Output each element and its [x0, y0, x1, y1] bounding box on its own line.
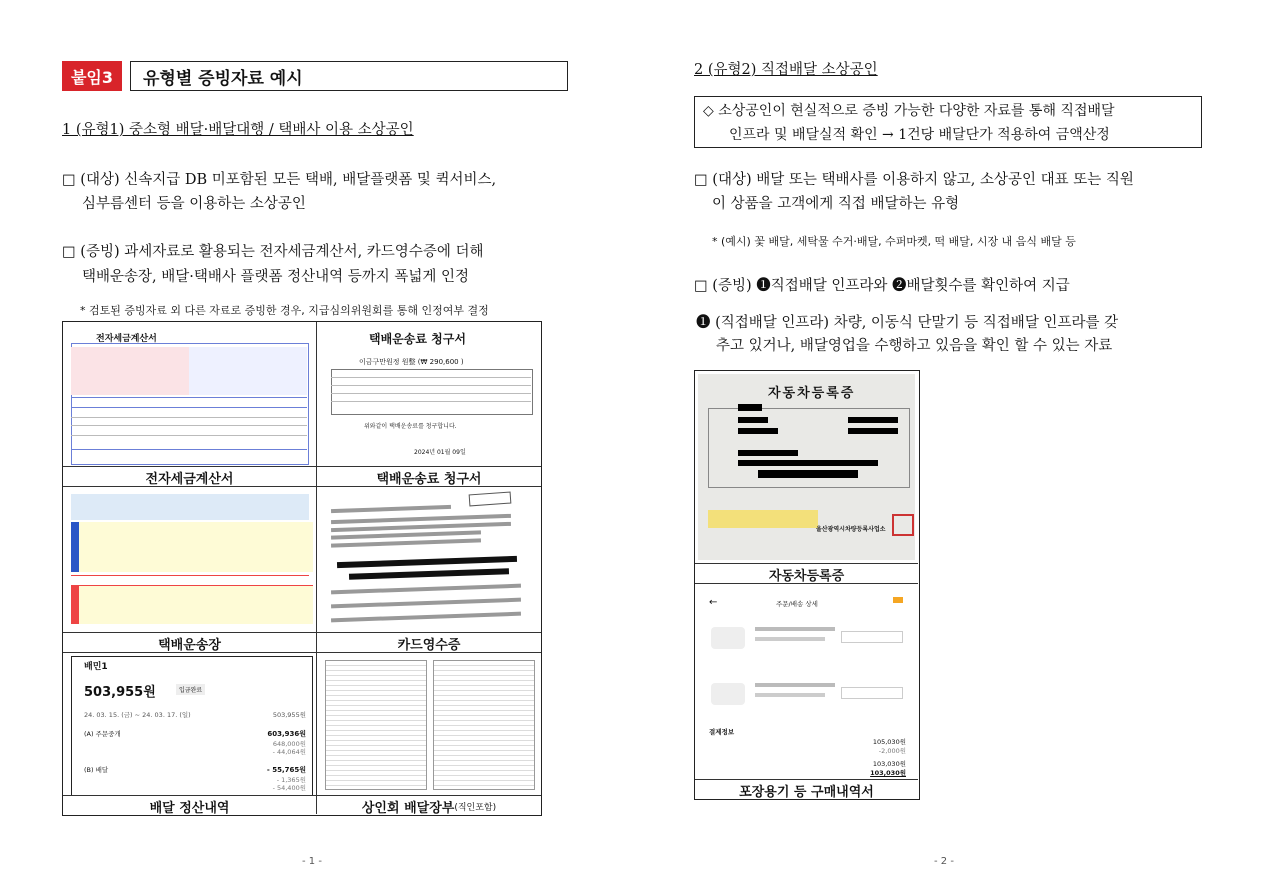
card-receipt-image — [319, 489, 540, 631]
packaging-purchase-image: ← 주문/배송 상세 결제정보 105,030원 -2,000원 103,030원 103,030원 — [701, 587, 912, 777]
caption-delivery-settlement: 배달 정산내역 — [63, 795, 316, 816]
merchant-ledger-image — [321, 656, 538, 794]
page-number-2: - 2 - — [934, 856, 954, 867]
target-line-2: 심부름센터 등을 이용하는 소상공인 — [82, 196, 306, 212]
vehicle-registration-image: 자동차등록증 울산광역시차량등록사업소 — [698, 374, 915, 560]
summary-line-2: 인프라 및 배달실적 확인 → 1건당 배달단가 적용하여 금액산정 — [729, 127, 1110, 143]
caption-card-receipt: 카드영수증 — [317, 632, 541, 653]
item1-line-2: 추고 있거나, 배달영업을 수행하고 있음을 확인 할 수 있는 자료 — [716, 338, 1113, 354]
section1-heading: 1 (유형1) 중소형 배달·배달대행 / 택배사 이용 소상공인 — [62, 122, 414, 138]
summary-box — [694, 96, 1202, 148]
delivery-bill-image: 택배운송료 청구서 이금구만원정 원整 (₩ 290,600 ) 위와같이 택배운송료를 청구합니다. 2024년 01월 09일 — [319, 325, 540, 465]
r-target-line-1: □ (대상) 배달 또는 택배사를 이용하지 않고, 소상공인 대표 또는 직원 — [694, 172, 1134, 188]
example-note: * (예시) 꽃 배달, 세탁물 수거·배달, 수퍼마켓, 떡 배달, 시장 내 음식 배달 등 — [712, 235, 1076, 248]
review-note: * 검토된 증빙자료 외 다른 자료로 증빙한 경우, 지급심의위원회를 통해 인정여부 결정 — [80, 304, 489, 317]
proof-line-2: 택배운송장, 배달·택배사 플랫폼 정산내역 등까지 폭넓게 인정 — [82, 269, 470, 285]
waybill-image — [66, 489, 313, 631]
evidence-image-grid — [62, 321, 542, 816]
page-title: 유형별 증빙자료 예시 — [130, 61, 568, 91]
delivery-settlement-image: 배민1 503,955원 입금완료 24. 03. 15. (금) ~ 24. 03. 17. (일) 503,955원 (A) 주문중개 603,936원 648,000원 - 44,064원 (B) 배달 - 55,765원 - 1,365원 - 54,400원 — [71, 656, 313, 796]
caption-packaging-purchase: 포장용기 등 구매내역서 — [695, 779, 918, 800]
caption-merchant-ledger: 상인회 배달장부 (직인포함) — [317, 795, 541, 816]
caption-vehicle-registration: 자동차등록증 — [695, 563, 918, 584]
item1-line-1: ❶ (직접배달 인프라) 차량, 이동식 단말기 등 직접배달 인프라를 갖 — [696, 315, 1119, 331]
summary-line-1: ◇ 소상공인이 현실적으로 증빙 가능한 다양한 자료를 통해 직접배달 — [703, 103, 1115, 119]
infra-image-grid — [694, 370, 920, 800]
tax-invoice-image: 전자세금계산서 — [66, 325, 313, 465]
section2-heading: 2 (유형2) 직접배달 소상공인 — [694, 62, 878, 78]
caption-delivery-bill: 택배운송료 청구서 — [317, 466, 541, 487]
r-target-line-2: 이 상품을 고객에게 직접 배달하는 유형 — [712, 196, 960, 212]
caption-tax-invoice: 전자세금계산서 — [63, 466, 316, 487]
attachment-badge: 붙임3 — [62, 61, 122, 91]
target-line-1: □ (대상) 신속지급 DB 미포함된 모든 택배, 배달플랫폼 및 퀵서비스, — [62, 172, 497, 188]
r-proof-line: □ (증빙) ❶직접배달 인프라와 ❷배달횟수를 확인하여 지급 — [694, 278, 1070, 294]
caption-waybill: 택배운송장 — [63, 632, 316, 653]
proof-line-1: □ (증빙) 과세자료로 활용되는 전자세금계산서, 카드영수증에 더해 — [62, 244, 484, 260]
page-number-1: - 1 - — [302, 856, 322, 867]
